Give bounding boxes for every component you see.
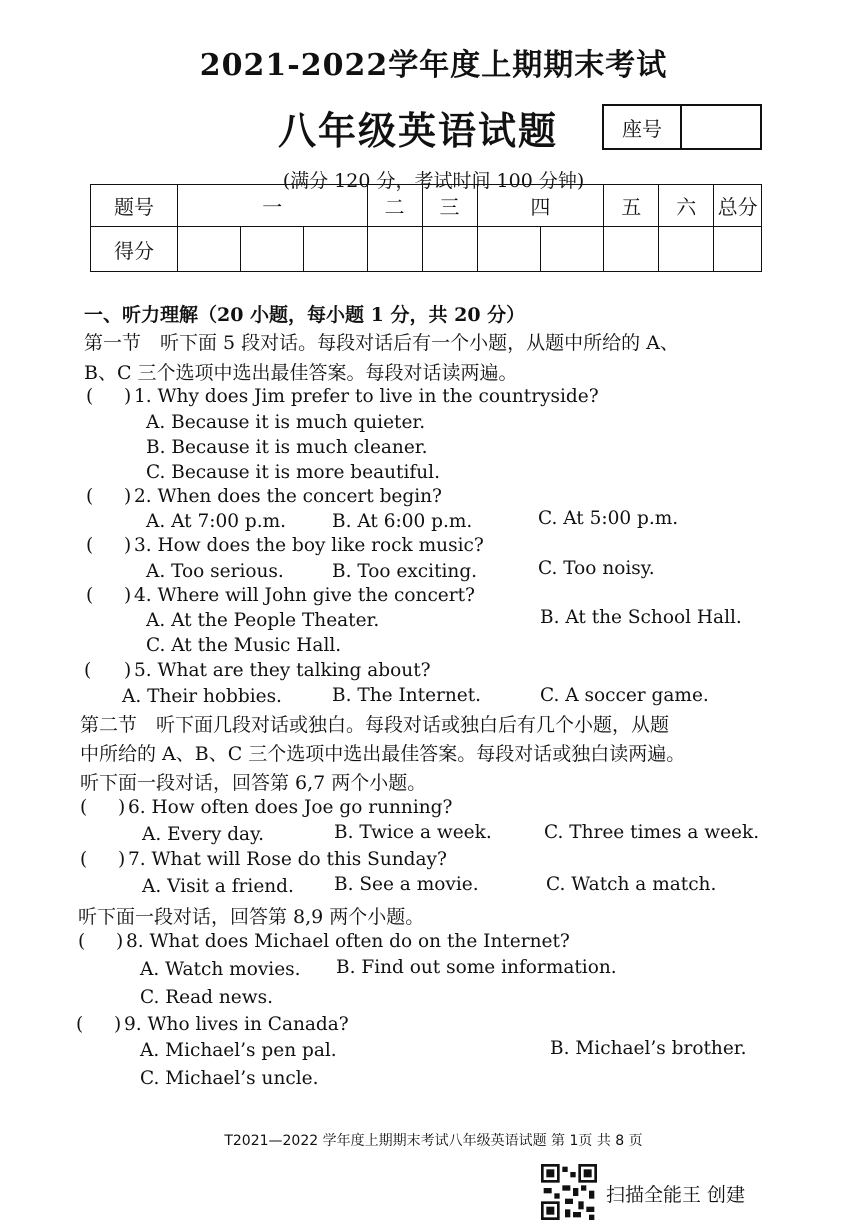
option-a: A. At the People Theater. xyxy=(146,610,380,631)
option-b: B. Because it is much cleaner. xyxy=(146,437,428,458)
option-b: B. Find out some information. xyxy=(336,957,617,978)
answer-paren-open: ( xyxy=(80,797,88,818)
score-cell[interactable] xyxy=(304,227,367,272)
answer-paren-close: ) xyxy=(124,535,132,556)
part1-instruction: B、C 三个选项中选出最佳答案。每段对话读两遍。 xyxy=(84,362,518,384)
seat-input-box[interactable] xyxy=(682,106,760,148)
option-a: A. At 7:00 p.m. xyxy=(146,511,287,532)
option-a: A. Visit a friend. xyxy=(142,876,294,897)
exam-subtitle: (满分 120 分，考试时间 100 分钟) xyxy=(282,170,585,192)
answer-paren-open: ( xyxy=(78,931,86,952)
answer-paren-close: ) xyxy=(116,931,124,952)
answer-paren-open: ( xyxy=(86,585,94,606)
option-c: C. At 5:00 p.m. xyxy=(538,508,679,529)
option-b: B. Twice a week. xyxy=(334,822,492,843)
part1-instruction: 第一节 听下面 5 段对话。每段对话后有一个小题，从题中所给的 A、 xyxy=(84,332,679,354)
answer-paren-close: ) xyxy=(124,386,132,407)
question-stem: 1. Why does Jim prefer to live in the countryside? xyxy=(134,386,599,407)
question-stem: 5. What are they talking about? xyxy=(134,660,431,681)
answer-paren-open: ( xyxy=(86,486,94,507)
score-cell[interactable] xyxy=(604,227,659,272)
answer-paren-close: ) xyxy=(114,1014,122,1035)
score-header-cell: 五 xyxy=(604,185,659,227)
score-table xyxy=(90,184,762,272)
score-header-cell: 六 xyxy=(659,185,714,227)
question-stem: 8. What does Michael often do on the Internet? xyxy=(126,931,570,952)
qr-code-icon xyxy=(541,1164,597,1220)
score-cell[interactable] xyxy=(178,227,241,272)
option-a: A. Watch movies. xyxy=(140,959,301,980)
score-cell[interactable] xyxy=(540,227,603,272)
option-c: C. Watch a match. xyxy=(546,874,717,895)
paper-title: 八年级英语试题 xyxy=(278,108,559,153)
answer-paren-open: ( xyxy=(80,849,88,870)
part2-instruction: 听下面一段对话，回答第 6,7 两个小题。 xyxy=(80,772,427,794)
answer-paren-open: ( xyxy=(86,386,94,407)
section-heading: 一、听力理解（20 小题，每小题 1 分，共 20 分） xyxy=(84,304,526,326)
option-a: A. Because it is much quieter. xyxy=(146,412,426,433)
score-header-cell: 三 xyxy=(422,185,477,227)
score-header-cell: 总分 xyxy=(714,185,762,227)
question-stem: 7. What will Rose do this Sunday? xyxy=(128,849,447,870)
score-cell[interactable] xyxy=(241,227,304,272)
option-b: B. Michael’s brother. xyxy=(550,1038,747,1059)
score-header-cell: 一 xyxy=(178,185,368,227)
seat-label: 座号 xyxy=(604,106,682,148)
score-header-cell: 二 xyxy=(367,185,422,227)
option-c: C. Three times a week. xyxy=(544,822,760,843)
answer-paren-open: ( xyxy=(86,535,94,556)
option-c: C. Too noisy. xyxy=(538,558,655,579)
answer-paren-close: ) xyxy=(124,660,132,681)
answer-paren-close: ) xyxy=(124,585,132,606)
option-c: C. A soccer game. xyxy=(540,685,709,706)
option-b: B. See a movie. xyxy=(334,874,479,895)
option-a: A. Every day. xyxy=(142,824,264,845)
question-stem: 9. Who lives in Canada? xyxy=(124,1014,349,1035)
option-c: C. Because it is more beautiful. xyxy=(146,462,440,483)
question-stem: 4. Where will John give the concert? xyxy=(134,585,475,606)
option-a: A. Michael’s pen pal. xyxy=(140,1040,337,1061)
option-c: C. Read news. xyxy=(140,987,273,1008)
question-stem: 6. How often does Joe go running? xyxy=(128,797,453,818)
question-stem: 3. How does the boy like rock music? xyxy=(134,535,484,556)
score-cell[interactable] xyxy=(477,227,540,272)
answer-paren-open: ( xyxy=(84,660,92,681)
option-b: B. At the School Hall. xyxy=(540,607,742,628)
exam-title: 2021-2022学年度上期期末考试 xyxy=(199,48,668,83)
answer-paren-open: ( xyxy=(76,1014,84,1035)
question-stem: 2. When does the concert begin? xyxy=(134,486,442,507)
part2-instruction: 听下面一段对话，回答第 8,9 两个小题。 xyxy=(78,906,425,928)
option-a: A. Their hobbies. xyxy=(122,686,282,707)
option-c: C. At the Music Hall. xyxy=(146,635,342,656)
answer-paren-close: ) xyxy=(118,849,126,870)
option-b: B. Too exciting. xyxy=(332,561,478,582)
option-c: C. Michael’s uncle. xyxy=(140,1068,319,1089)
score-row-label: 得分 xyxy=(91,227,178,272)
page-footer: T2021—2022 学年度上期期末考试八年级英语试题 第 1页 共 8 页 xyxy=(224,1133,643,1149)
answer-paren-close: ) xyxy=(118,797,126,818)
score-cell[interactable] xyxy=(714,227,762,272)
scanner-watermark: 扫描全能王 创建 xyxy=(606,1184,746,1206)
score-cell[interactable] xyxy=(659,227,714,272)
option-b: B. At 6:00 p.m. xyxy=(332,511,473,532)
option-a: A. Too serious. xyxy=(146,561,284,582)
score-header-cell: 四 xyxy=(477,185,604,227)
option-b: B. The Internet. xyxy=(332,685,482,706)
score-cell[interactable] xyxy=(422,227,477,272)
seat-number-box xyxy=(602,104,762,150)
part2-instruction: 第二节 听下面几段对话或独白。每段对话或独白后有几个小题，从题 xyxy=(80,714,670,736)
answer-paren-close: ) xyxy=(124,486,132,507)
part2-instruction: 中所给的 A、B、C 三个选项中选出最佳答案。每段对话或独白读两遍。 xyxy=(80,743,686,765)
score-header-cell: 题号 xyxy=(91,185,178,227)
score-cell[interactable] xyxy=(367,227,422,272)
